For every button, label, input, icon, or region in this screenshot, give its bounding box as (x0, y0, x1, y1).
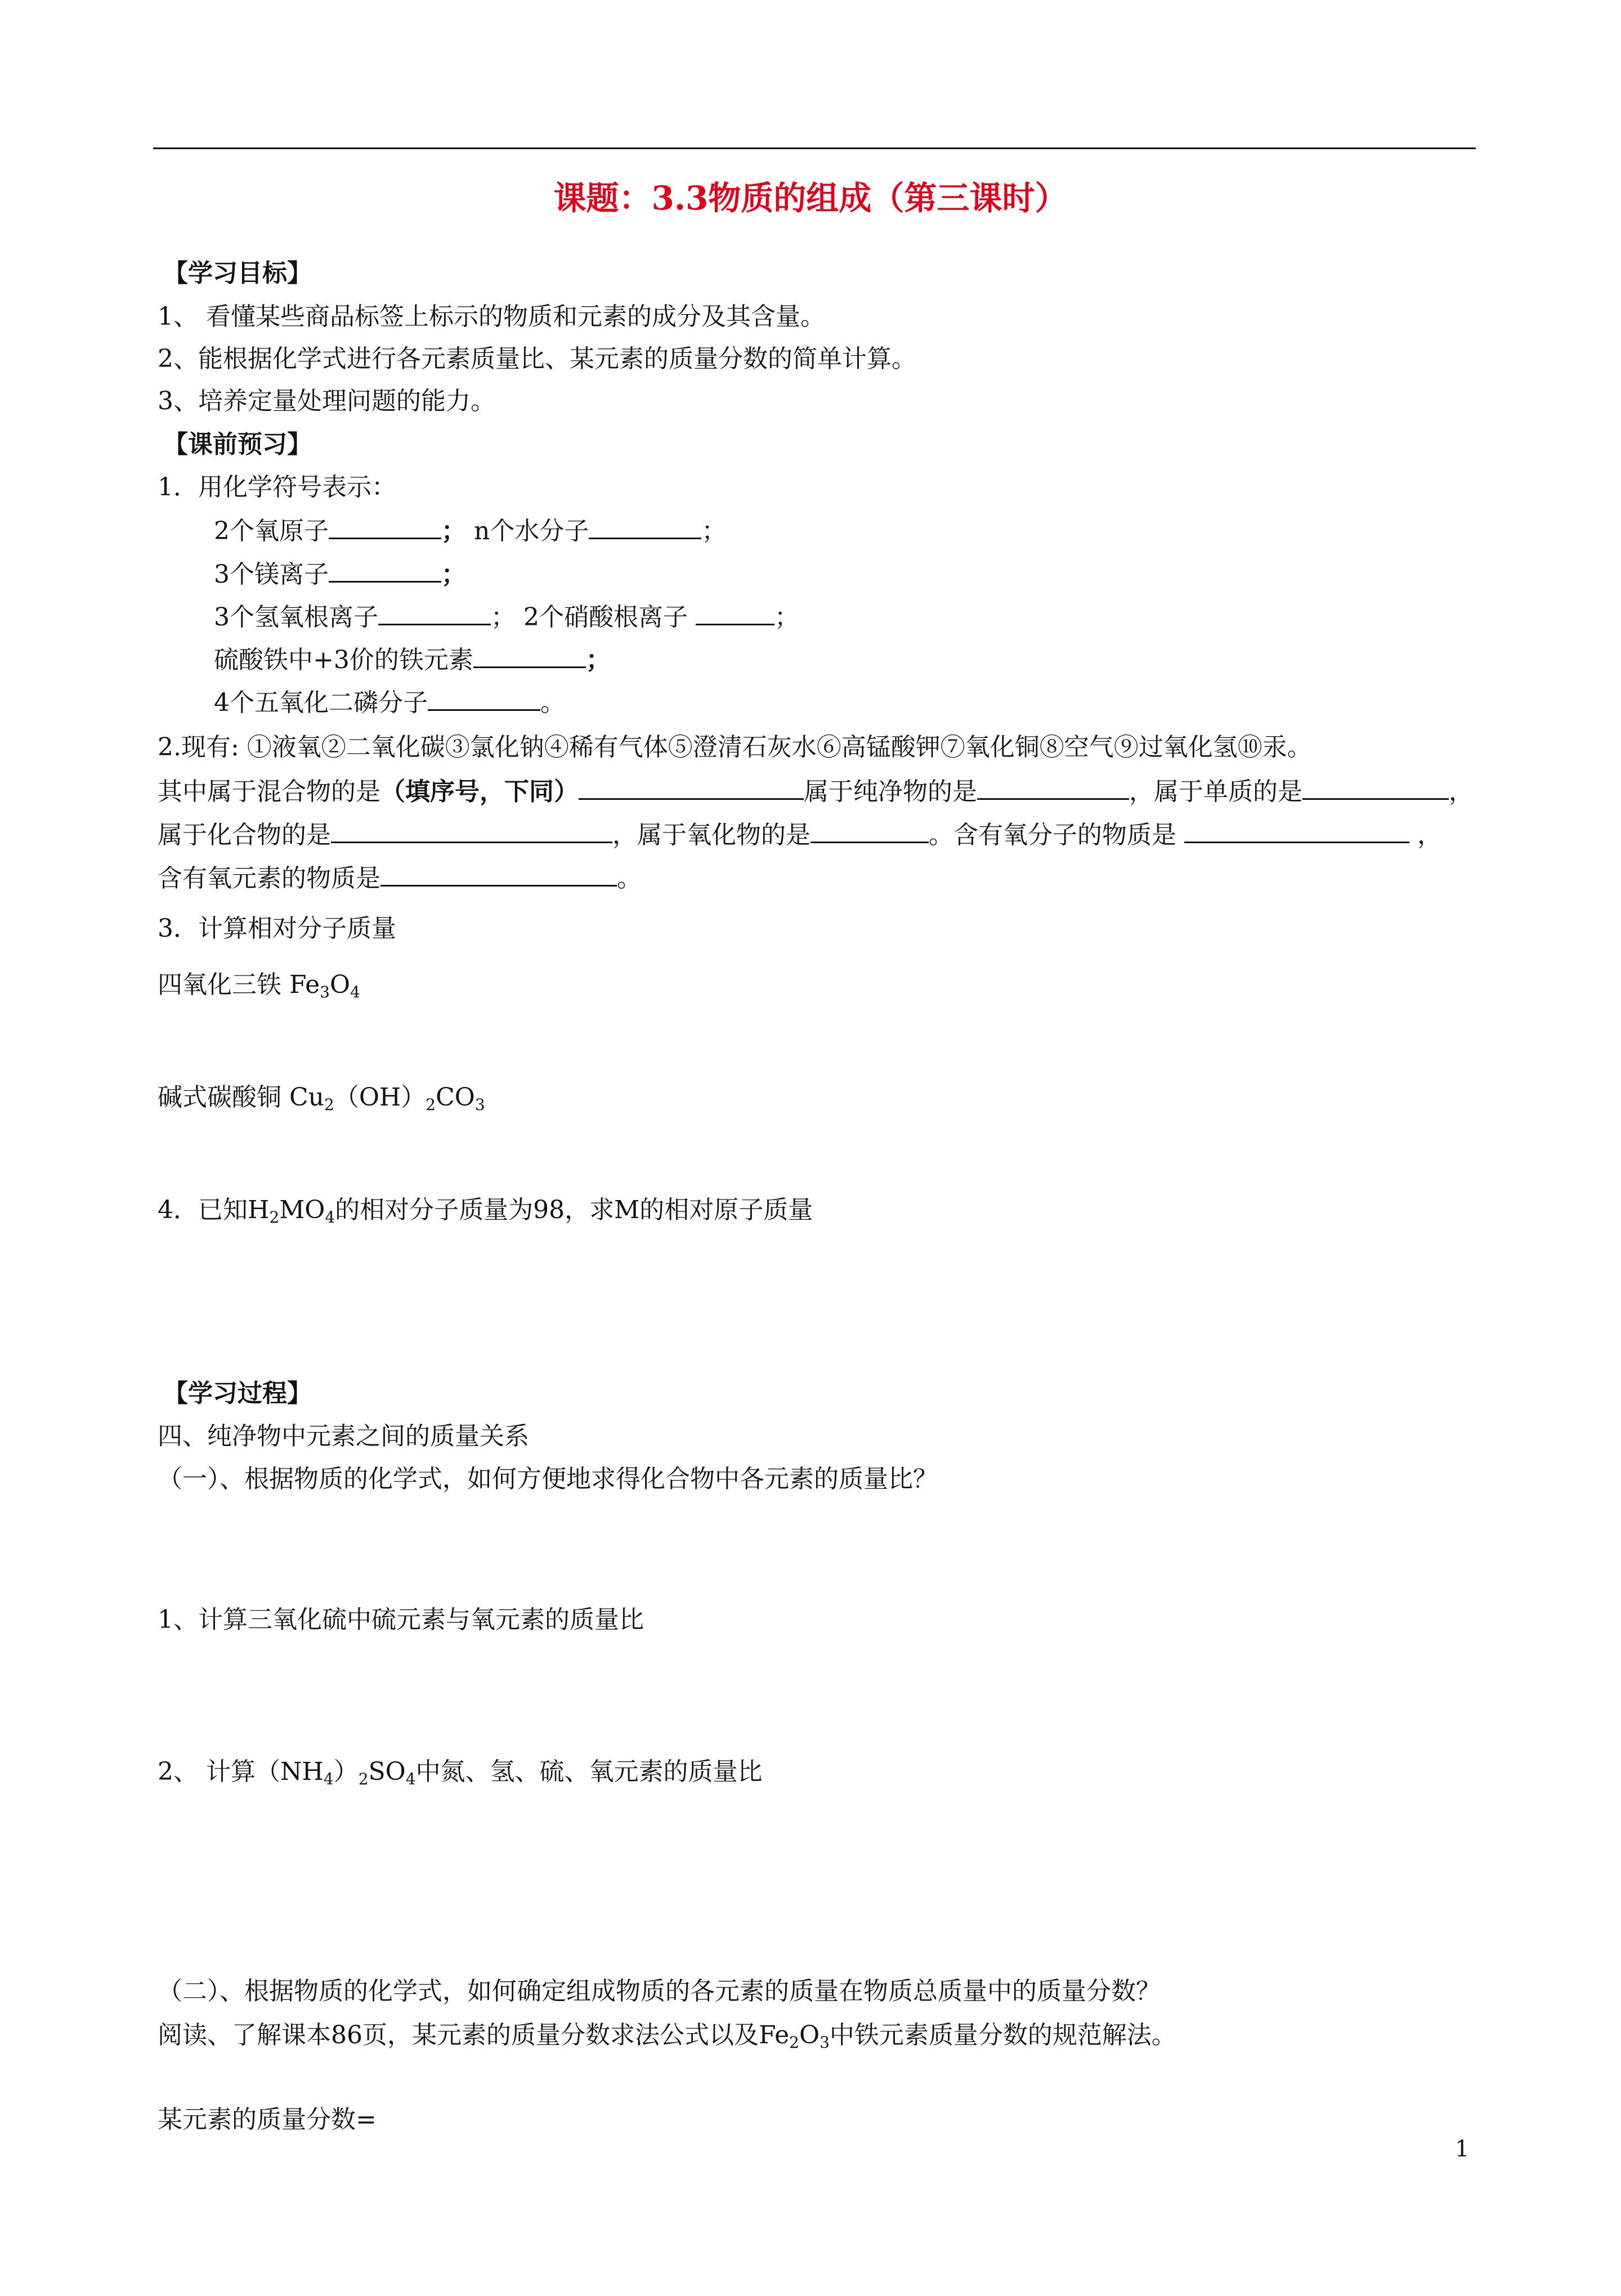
page-number: 1 (1455, 2136, 1470, 2162)
q2-element-label: ，属于单质的是 (1129, 777, 1302, 806)
answer-blank[interactable] (589, 515, 701, 539)
q1-row-3: 3个氢氧根离子 ； 2个硝酸根离子 ； (214, 601, 799, 633)
q2-line-4: 含有氧元素的物质是 。 (158, 862, 642, 894)
process-heading: 【学习过程】 (163, 1379, 312, 1408)
fe3o4-name: 四氧化三铁 (158, 970, 281, 999)
q2-fill-hint: （填序号，下同） (380, 777, 579, 806)
subsection-1: （一）、根据物质的化学式，如何方便地求得化合物中各元素的质量比？ (158, 1465, 938, 1493)
q2-pure-label: 属于纯净物的是 (804, 777, 977, 806)
q2-line-3: 属于化合物的是 ，属于氧化物的是 。含有氧分子的物质是 ， (158, 819, 1442, 851)
q1-row-4: 硫酸铁中+3价的铁元素 ； (214, 644, 611, 676)
read-pre: 阅读、了解课本86页，某元素的质量分数求法公式以及 (158, 2021, 759, 2049)
answer-blank[interactable] (378, 601, 491, 625)
q4-pre: 4．已知 (158, 1196, 248, 1224)
q2-compound-label: 属于化合物的是 (158, 821, 331, 849)
q3-cu2oh2co3: 碱式碳酸铜 $Cu_2(OH)_2CO_3$ (158, 1083, 485, 1114)
answer-blank[interactable] (331, 819, 612, 843)
q4-post: 的相对分子质量为98，求M的相对原子质量 (335, 1196, 813, 1224)
answer-blank[interactable] (579, 776, 804, 800)
objectives-heading: 【学习目标】 (163, 259, 312, 288)
answer-blank[interactable] (329, 558, 441, 583)
answer-blank[interactable] (977, 776, 1129, 800)
q3-fe3o4: 四氧化三铁 $Fe_3O_4$ (158, 970, 360, 1001)
q1-row-1: 2个氧原子 ； n个水分子 ； (214, 515, 726, 547)
q1-e-label: 2个硝酸根离子 (523, 603, 688, 632)
q1-d-label: 3个氢氧根离子 (214, 603, 378, 632)
q1-row-2: 3个镁离子 ； (214, 558, 466, 590)
answer-blank[interactable] (1302, 776, 1449, 800)
q3-label: 3．计算相对分子质量 (158, 914, 396, 943)
answer-blank[interactable] (811, 819, 929, 843)
q2-mixture-label: 其中属于混合物的是 (158, 777, 380, 806)
answer-blank[interactable] (380, 862, 617, 887)
q2-oxide-label: ，属于氧化物的是 (612, 821, 811, 849)
reading-instruction: 阅读、了解课本86页，某元素的质量分数求法公式以及$Fe_2O_3$中铁元素质量分数的规范解法。 (158, 2021, 1176, 2052)
objective-item: 1、 看懂某些商品标签上标示的物质和元素的成分及其含量。 (158, 302, 825, 331)
cu-name: 碱式碳酸铜 (158, 1083, 281, 1112)
q1-label: 1．用化学符号表示： (158, 473, 396, 502)
q2-oelem-label: 含有氧元素的物质是 (158, 864, 380, 893)
page-title: 课题：3.3物质的组成（第三课时） (553, 179, 1068, 217)
q2-line-1: 2.现有: ①液氧②二氧化碳③氯化钠④稀有气体⑤澄清石灰水⑥高锰酸钾⑦氧化铜⑧空气⑨过氧化氢⑩汞。 (158, 733, 1312, 762)
read-post: 中铁元素质量分数的规范解法。 (829, 2021, 1176, 2049)
subsection-2: （二）、根据物质的化学式，如何确定组成物质的各元素的质量在物质总质量中的质量分数？ (158, 1977, 1161, 2006)
answer-blank[interactable] (696, 601, 774, 625)
q2-line-2: 其中属于混合物的是（填序号，下同） 属于纯净物的是 ，属于单质的是 ， (158, 776, 1474, 808)
q1-f-label: 硫酸铁中+3价的铁元素 (214, 646, 473, 674)
ex2-post: 中氮、氢、硫、氧元素的质量比 (415, 1757, 763, 1786)
answer-blank[interactable] (329, 515, 441, 539)
q4: 4．已知$H_2MO_4$的相对分子质量为98，求M的相对原子质量 (158, 1196, 813, 1227)
q1-a-label: 2个氧原子 (214, 517, 329, 545)
exercise-2: 2、 计算$(NH_4)_2SO_4$中氮、氢、硫、氧元素的质量比 (158, 1757, 763, 1788)
objective-item: 3、培养定量处理问题的能力。 (158, 387, 495, 415)
q1-row-5: 4个五氧化二磷分子 。 (214, 687, 565, 719)
exercise-1: 1、计算三氧化硫中硫元素与氧元素的质量比 (158, 1605, 644, 1634)
ex2-pre: 2、 计算 (158, 1757, 256, 1786)
answer-blank[interactable] (1184, 819, 1409, 843)
answer-blank[interactable] (473, 644, 586, 668)
section-4: 四、纯净物中元素之间的质量关系 (158, 1422, 529, 1451)
q1-g-label: 4个五氧化二磷分子 (214, 688, 428, 717)
preview-heading: 【课前预习】 (163, 430, 312, 459)
objective-item: 2、能根据化学式进行各元素质量比、某元素的质量分数的简单计算。 (158, 344, 916, 373)
mass-fraction-formula: 某元素的质量分数= (158, 2105, 377, 2134)
q1-c-label: 3个镁离子 (214, 560, 329, 589)
answer-blank[interactable] (428, 687, 540, 711)
q1-b-label: n个水分子 (474, 517, 589, 545)
q2-o2-label: 。含有氧分子的物质是 (929, 821, 1176, 849)
header-rule (153, 147, 1476, 149)
